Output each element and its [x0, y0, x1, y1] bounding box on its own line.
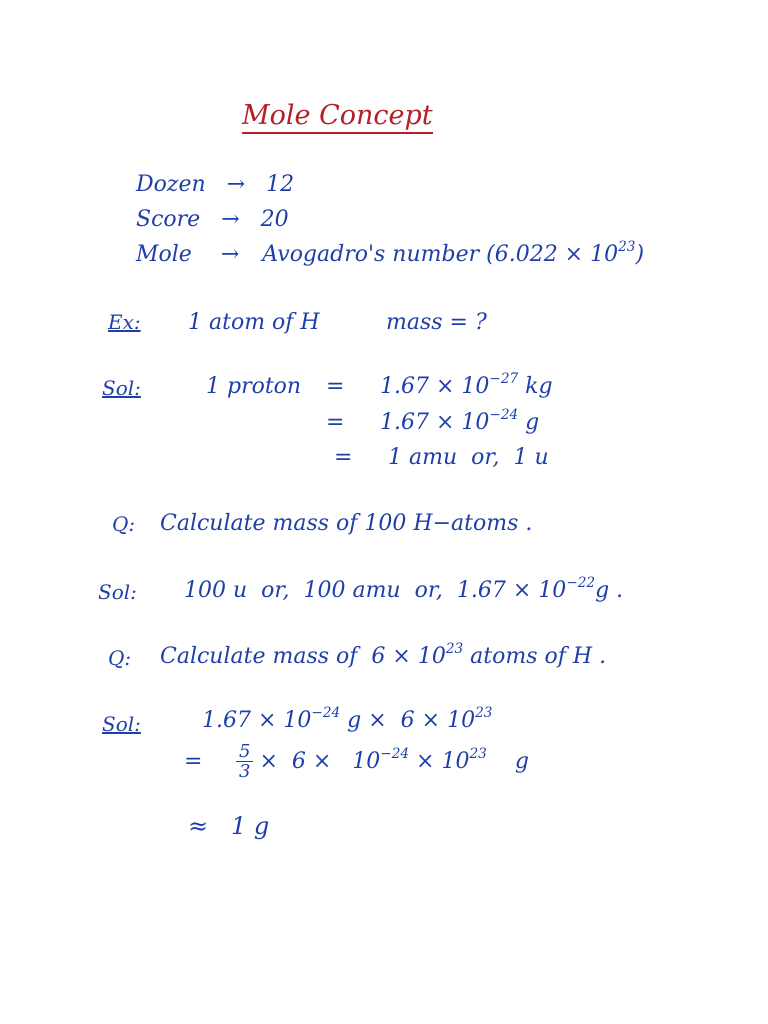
- unit: g: [518, 410, 540, 435]
- unit-value: 20: [260, 207, 289, 232]
- page-title: Mole Concept: [242, 100, 433, 134]
- exponent: 23: [618, 238, 636, 255]
- multiplier: × 6 × 10: [259, 749, 381, 774]
- solution-label: Sol:: [102, 376, 141, 400]
- question-text-b: atoms of H .: [463, 644, 607, 669]
- question-label: Q:: [108, 646, 132, 670]
- numerator: 5: [236, 742, 253, 762]
- mantissa: 1.67 × 10: [380, 410, 490, 435]
- approx-result: ≈ 1 g: [188, 812, 270, 840]
- mantissa: 1.67 × 10: [380, 374, 490, 399]
- question-text: [160, 640, 607, 669]
- exponent: 23: [445, 640, 464, 657]
- unit-name: Mole: [136, 242, 192, 267]
- answer-text: 100 u or, 100 amu or, 1.67 × 10: [184, 578, 567, 603]
- unit-name: Score: [136, 207, 201, 232]
- exponent: −22: [566, 574, 596, 591]
- arrow-icon: →: [221, 207, 240, 232]
- solution-label: Sol:: [102, 712, 141, 736]
- exponent: −24: [489, 406, 519, 423]
- exponent: −27: [489, 370, 519, 387]
- unit-value: 12: [266, 172, 295, 197]
- question-text: Calculate mass of 100 H−atoms .: [160, 511, 533, 536]
- equals-sign: =: [334, 445, 353, 470]
- exponent: 23: [475, 704, 493, 721]
- equation-line: [326, 370, 553, 399]
- unit-value: Avogadro's number (6.022 × 10: [262, 242, 619, 267]
- equation-line: [184, 742, 529, 781]
- unit-row-dozen: [136, 172, 294, 197]
- unit-name: Dozen: [136, 172, 206, 197]
- close-paren: ): [635, 242, 645, 267]
- unit: g .: [595, 578, 624, 603]
- arrow-icon: →: [226, 172, 246, 197]
- solution-lhs: 1 proton: [206, 374, 302, 399]
- equals-sign: =: [326, 410, 345, 435]
- mantissa: 1 amu: [388, 445, 458, 470]
- multiplier: g × 6 × 10: [340, 708, 476, 733]
- example-label: Ex:: [108, 310, 141, 334]
- equation-line: [326, 406, 540, 435]
- unit: g: [514, 749, 529, 774]
- solution-text: [184, 574, 624, 603]
- unit: kg: [518, 374, 553, 399]
- example-question: mass = ?: [386, 310, 487, 335]
- unit-row-mole: [136, 238, 645, 267]
- unit: or, 1 u: [457, 445, 549, 470]
- exponent: −24: [311, 704, 341, 721]
- equals-sign: =: [326, 374, 345, 399]
- exponent: −24: [380, 745, 410, 762]
- equation-line: [202, 704, 493, 733]
- equation-line: [334, 445, 549, 470]
- equals-sign: =: [184, 749, 203, 774]
- unit-row-score: [136, 207, 289, 232]
- question-label: Q:: [112, 512, 136, 536]
- example-text: 1 atom of H: [188, 310, 320, 335]
- fraction: [236, 742, 253, 781]
- exponent: 23: [469, 745, 487, 762]
- solution-label: Sol:: [98, 580, 137, 604]
- arrow-icon: →: [220, 242, 240, 267]
- multiplier: × 10: [409, 749, 470, 774]
- mantissa: 1.67 × 10: [202, 708, 312, 733]
- question-text-a: Calculate mass of 6 × 10: [160, 644, 446, 669]
- denominator: 3: [239, 761, 251, 782]
